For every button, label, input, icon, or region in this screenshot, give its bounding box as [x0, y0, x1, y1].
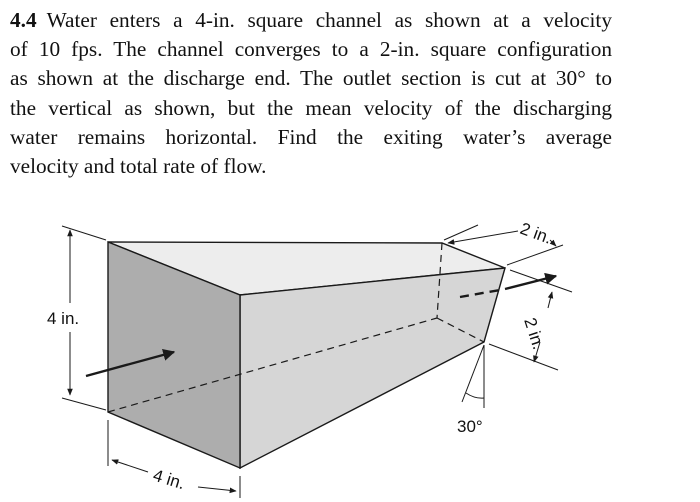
cut-angle-indicator — [462, 345, 484, 408]
side-face — [240, 268, 505, 468]
problem-line-5: water remains horizontal. Find the exiting water’s average — [10, 124, 612, 149]
problem-line-2: of 10 fps. The channel converges to a 2-in. square configuration — [10, 37, 612, 62]
inlet-width-label: 4 in. — [150, 465, 188, 494]
problem-line-3: as shown at the discharge end. The outlet section is cut at 30° to — [10, 66, 612, 91]
outlet-flow-arrow — [505, 276, 556, 289]
cut-angle-label: 30° — [457, 417, 483, 436]
problem-number: 4.4 — [10, 8, 37, 32]
problem-text-1: Water enters a 4-in. square channel as shown at a velocity — [46, 8, 612, 32]
outlet-width-label: 2 in. — [517, 218, 555, 248]
inlet-height-label: 4 in. — [47, 309, 80, 328]
outlet-height-label: 2 in. — [520, 315, 549, 352]
problem-line-4: the vertical as shown, but the mean velocity of the discharging — [10, 95, 612, 120]
problem-line-6: velocity and total rate of flow. — [10, 154, 267, 179]
